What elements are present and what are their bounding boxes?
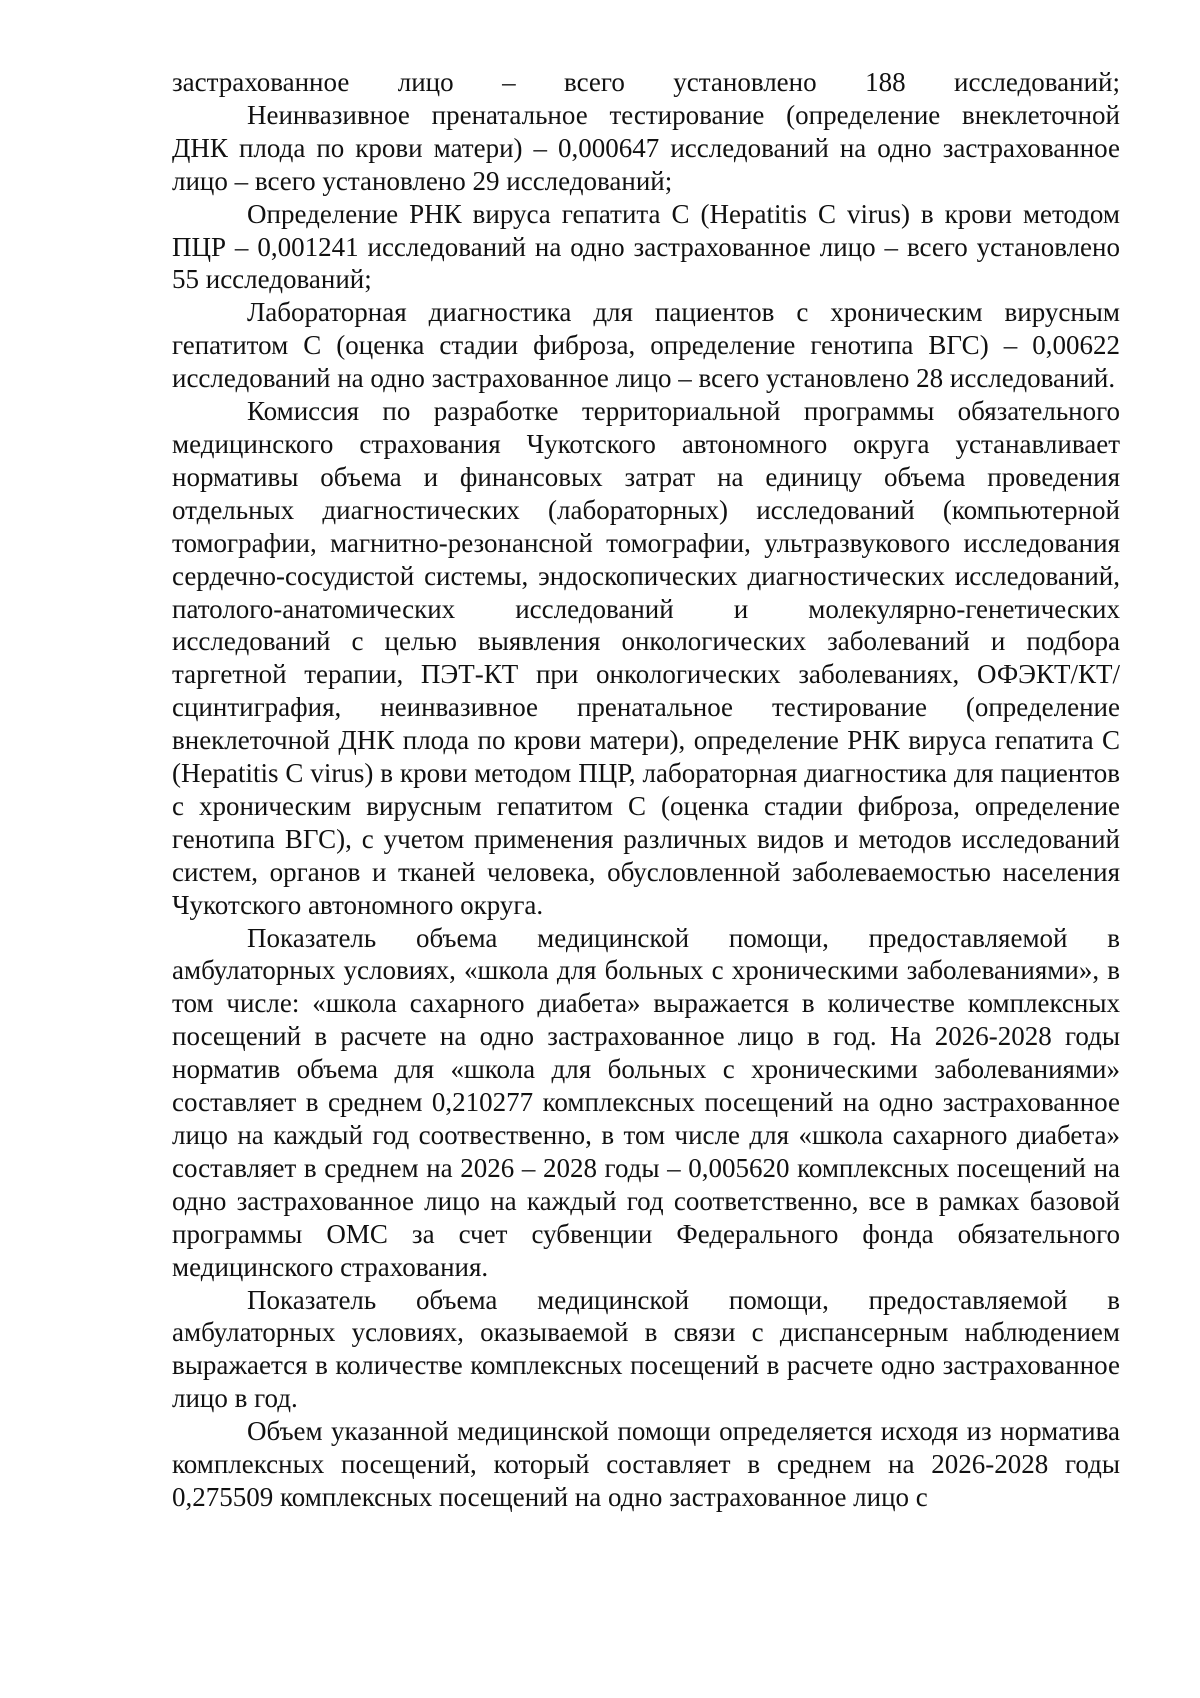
paragraph-hepatitis-rna: Определение РНК вируса гепатита С (Hepatitis C virus) в крови методом ПЦР – 0,001241 исследований на одно застрахованное лицо – всего установлено 55 исследований; (172, 198, 1120, 295)
paragraph-chronic-disease-school: Показатель объема медицинской помощи, предоставляемой в амбулаторных условиях, «школа для больных с хроническими заболеваниями», в том числе: «школа сахарного диабета» выражается в количестве комплексных посещений в расчете на одно застрахованное лицо в год. На 2026-2028 годы норматив объема для «школа для больных с хроническими заболеваниями» составляет в среднем 0,210277 комплексных посещений на одно застрахованное лицо на каждый год соотвественно, в том числе для «школа сахарного диабета» составляет в среднем на 2026 – 2028 годы – 0,005620 комплексных посещений на одно застрахованное лицо на каждый год соответственно, все в рамках базовой программы ОМС за счет субвенции Федерального фонда обязательного медицинского страхования. (172, 922, 1120, 1282)
paragraph-dispensary-observation: Показатель объема медицинской помощи, предоставляемой в амбулаторных условиях, оказываемой в связи с диспансерным наблюдением выражается в количестве комплексных посещений в расчете одно застрахованное лицо в год. (172, 1284, 1120, 1414)
paragraph-hepatitis-lab-diagnostics: Лабораторная диагностика для пациентов с хроническим вирусным гепатитом С (оценка стадии фиброза, определение генотипа ВГС) – 0,00622 исследований на одно застрахованное лицо – всего установлено 28 исследований. (172, 297, 1120, 394)
paragraph-commission: Комиссия по разработке территориальной программы обязательного медицинского страхования Чукотского автономного округа устанавливает нормативы объема и финансовых затрат на единицу объема проведения отдельных диагностических (лабораторных) исследований (компьютерной томографии, магнитно-резонансной томографии, ультразвукового исследования сердечно-сосудистой системы, эндоскопических диагностических исследований, патолого-анатомических исследований и молекулярно-генетических исследований с целью выявления онкологических заболеваний и подбора таргетной терапии, ПЭТ-КТ при онкологических заболеваниях, ОФЭКТ/КТ/сцинтиграфия, неинвазивное пренатальное тестирование (определение внеклеточной ДНК плода по крови матери), определение РНК вируса гепатита С (Hepatitis C virus) в крови методом ПЦР, лабораторная диагностика для пациентов с хроническим вирусным гепатитом С (оценка стадии фиброза, определение генотипа ВГС), с учетом применения различных видов и методов исследований систем, органов и тканей человека, обусловленной заболеваемостью населения Чукотского автономного округа. (172, 396, 1120, 920)
paragraph-prenatal-testing: Неинвазивное пренатальное тестирование (определение внеклеточной ДНК плода по крови матери) – 0,000647 исследований на одно застрахованное лицо – всего установлено 29 исследований; (172, 99, 1120, 196)
paragraph-volume-calculation: Объем указанной медицинской помощи определяется исходя из норматива комплексных посещений, который составляет в среднем на 2026-2028 годы 0,275509 комплексных посещений на одно застрахованное лицо с (172, 1416, 1120, 1512)
paragraph-continued-count: застрахованное лицо – всего установлено 188 исследований; (172, 67, 1120, 97)
document-page (172, 66, 1120, 1514)
